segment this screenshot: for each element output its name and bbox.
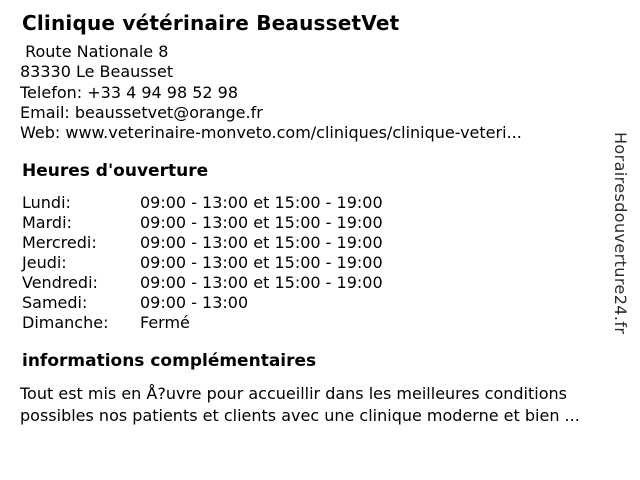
page-title: Clinique vétérinaire BeaussetVet [22, 11, 400, 35]
address-street: Route Nationale 8 [20, 42, 169, 61]
day-hours: 09:00 - 13:00 et 15:00 - 19:00 [140, 213, 383, 232]
web-line: Web: www.veterinaire-monveto.com/cliniques/clinique-veteri... [20, 123, 522, 143]
site-watermark: Horairesdouverture24.fr [611, 132, 630, 335]
contact-block [20, 42, 522, 143]
day-label: Dimanche: [22, 313, 109, 332]
day-hours: 09:00 - 13:00 et 15:00 - 19:00 [140, 273, 383, 292]
email-line: Email: beaussetvet@orange.fr [20, 102, 263, 122]
additional-info-heading: informations complémentaires [22, 351, 317, 371]
day-hours: 09:00 - 13:00 et 15:00 - 19:00 [140, 253, 383, 272]
day-label: Mardi: [22, 213, 72, 232]
info-text-line: possibles nos patients et clients avec une clinique moderne et bien ... [20, 406, 580, 425]
address-city: 83330 Le Beausset [20, 62, 174, 82]
day-hours: 09:00 - 13:00 [140, 293, 249, 312]
opening-hours-heading: Heures d'ouverture [22, 161, 209, 181]
day-hours: 09:00 - 13:00 et 15:00 - 19:00 [140, 193, 383, 212]
day-label: Mercredi: [22, 233, 97, 252]
day-hours: 09:00 - 13:00 et 15:00 - 19:00 [140, 233, 383, 252]
day-label: Samedi: [22, 293, 88, 312]
day-label: Lundi: [22, 193, 71, 212]
day-hours: Fermé [140, 313, 190, 332]
day-label: Vendredi: [22, 273, 98, 292]
opening-hours-table [22, 193, 383, 333]
additional-info-text [20, 383, 580, 427]
phone-line: Telefon: +33 4 94 98 52 98 [20, 82, 239, 102]
info-text-line: Tout est mis en Å?uvre pour accueillir dans les meilleures conditions [20, 384, 567, 403]
day-label: Jeudi: [22, 253, 67, 272]
